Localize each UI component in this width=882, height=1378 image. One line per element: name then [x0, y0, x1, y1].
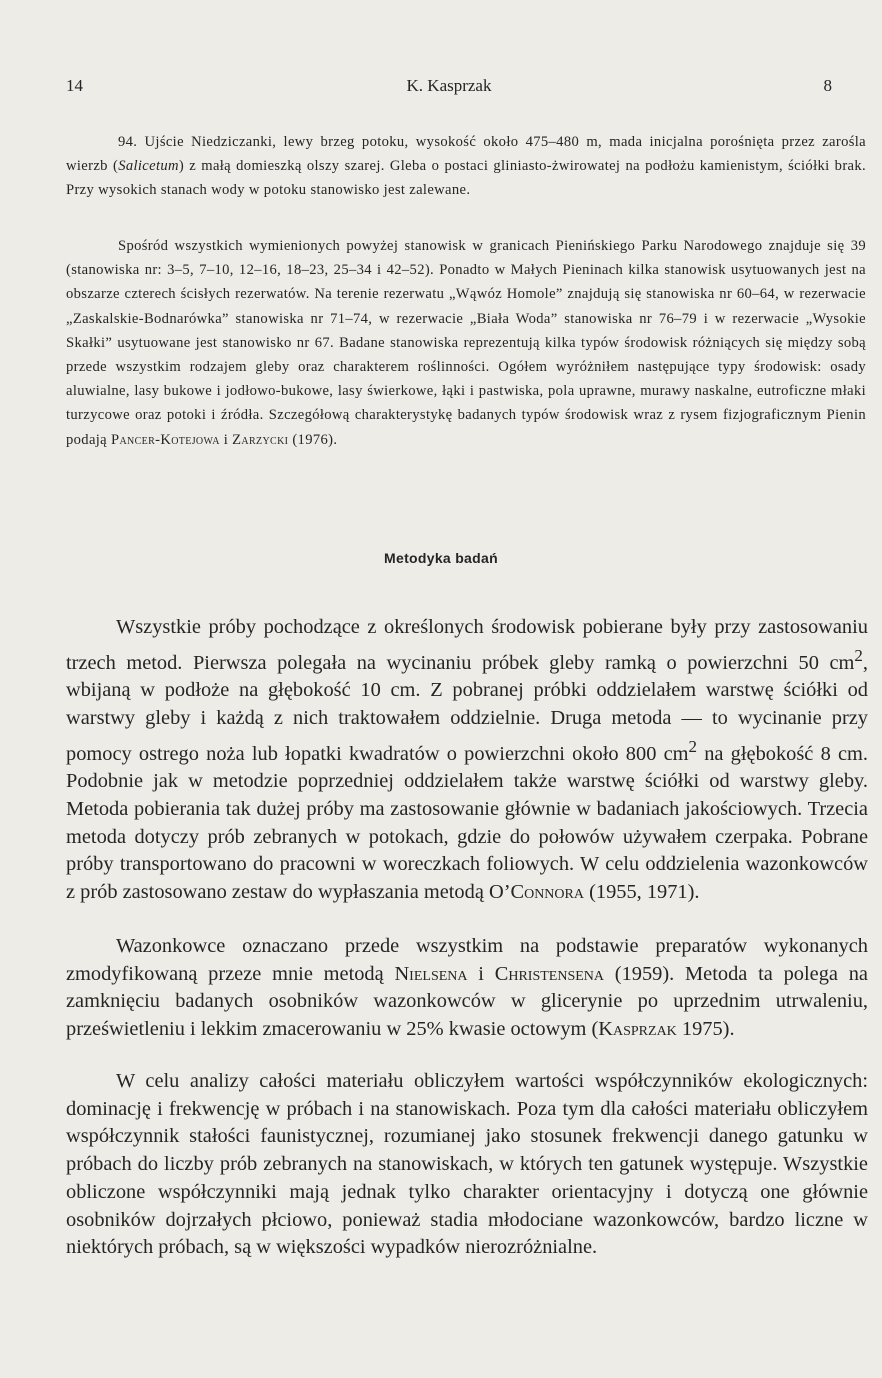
citation-author: Kasprzak — [598, 1018, 677, 1041]
sites-summary-paragraph: Spośród wszystkich wymienionych powyżej stanowisk w granicach Pienińskiego Parku Narodowego znajduje się 39 (stanowiska nr: 3–5, 7–10, 12–16, 18–23, 25–34 i 42–52). Ponadto w Małych Pieninach kilka stanowisk usytuowanych jest na obszarze czterech ścisłych rezerwatów. Na terenie rezerwatu „Wąwóz Homole” znajdują się stanowiska nr 60–64, w rezerwacie „Zaskalskie-Bodnarówka” stanowiska nr 71–74, w rezerwacie „Biała Woda” stanowiska nr 76–79 i w rezerwacie „Wysokie Skałki” usytuowane jest stanowisko nr 67. Badane stanowiska reprezentują kilka typów środowisk różniących się między sobą przede wszystkim rodzajem gleby oraz charakterem roślinności. Ogółem wyróżniłem następujące typy środowisk: osady aluwialne, lasy bukowe i jodłowo-bukowe, lasy świerkowe, łąki i pastwiska, pola uprawne, murawy naskalne, eutroficzne młaki turzycowe oraz potoki i źródła. Szczegółową charakterystykę badanych typów środowisk wraz z rysem fizjograficznym Pienin podają Pancer-Kotejowa i Zarzycki (1976). — [66, 238, 866, 448]
methods-paragraph-2: Wazonkowce oznaczano przede wszystkim na podstawie preparatów wykonanych zmodyfikowaną przeze mnie metodą Nielsena i Christensena (1959). Metoda ta polega na zamknięciu badanych osobników wazonkowców w glicerynie po uprzednim utrwaleniu, prześwietleniu i lekkim zmacerowaniu w 25% kwasie octowym (Kasprzak 1975). — [66, 935, 868, 1041]
latin-name: Salicetum — [118, 158, 179, 175]
page-number: 14 — [66, 76, 83, 95]
citation-author: Nielsena — [394, 962, 468, 985]
running-author: K. Kasprzak — [406, 76, 492, 95]
citation-author: Zarzycki — [232, 431, 289, 448]
running-header — [66, 76, 832, 102]
methods-paragraph-1: Wszystkie próby pochodzące z określonych środowisk pobierane były przy zastosowaniu trzech metod. Pierwsza polegała na wycinaniu próbek gleby ramką o powierzchni 50 $cm^2$, wbijaną w podłoże na głębokość 10 cm. Z pobranej próbki oddzielałem warstwę ściółki od warstwy gleby i każdą z nich traktowałem oddzielnie. Druga metoda — to wycinanie przy pomocy ostrego noża lub łopatki kwadratów o powierzchni około 800 $cm^2$ na głębokość 8 cm. Podobnie jak w metodzie poprzedniej oddzielałem także warstwę ściółki od warstwy gleby. Metoda pobierania tak dużej próby ma zastosowanie głównie w badaniach jakościowych. Trzecia metoda dotyczy prób zebranych w potokach, gdzie do połowów używałem czerpaka. Pobrane próby transportowano do pracowni w woreczkach foliowych. W celu oddzielenia wazonkowców z prób zastosowano zestaw do wypłaszania metodą O’Connora (1955, 1971). — [66, 616, 868, 903]
header-right-mark: 8 — [823, 76, 832, 95]
section-heading: Metodyka badań — [384, 550, 498, 566]
citation-author: Pancer-Kotejowa — [111, 431, 220, 448]
citation-author: O’Connora — [488, 880, 584, 903]
site-94-description: 94. Ujście Niedziczanki, lewy brzeg potoku, wysokość około 475–480 m, mada inicjalna porośnięta przez zarośla wierzb (Salicetum) z małą domieszką olszy szarej. Gleba o postaci gliniasto-żwirowatej na podłożu kamienistym, ściółki brak. Przy wysokich stanach wody w potoku stanowisko jest zalewane. — [66, 134, 867, 199]
citation-author: Christensena — [494, 962, 605, 985]
methods-paragraph-3: W celu analizy całości materiału obliczyłem wartości współczynników ekologicznych: dominację i frekwencję w próbach i na stanowiskach. Poza tym dla całości materiału obliczyłem współczynnik stałości faunistycznej, rozumianej jako stosunek frekwencji danego gatunku w próbach do liczby prób zebranych na stanowiskach, w których ten gatunek występuje. Wszystkie obliczone współczynniki mają jednak tylko charakter orientacyjny i dotyczą one głównie osobników dojrzałych płciowo, ponieważ stadia młodociane wazonkowców, bardzo liczne w niektórych próbach, są w większości wypadków nierozróżnialne. — [66, 1070, 868, 1259]
